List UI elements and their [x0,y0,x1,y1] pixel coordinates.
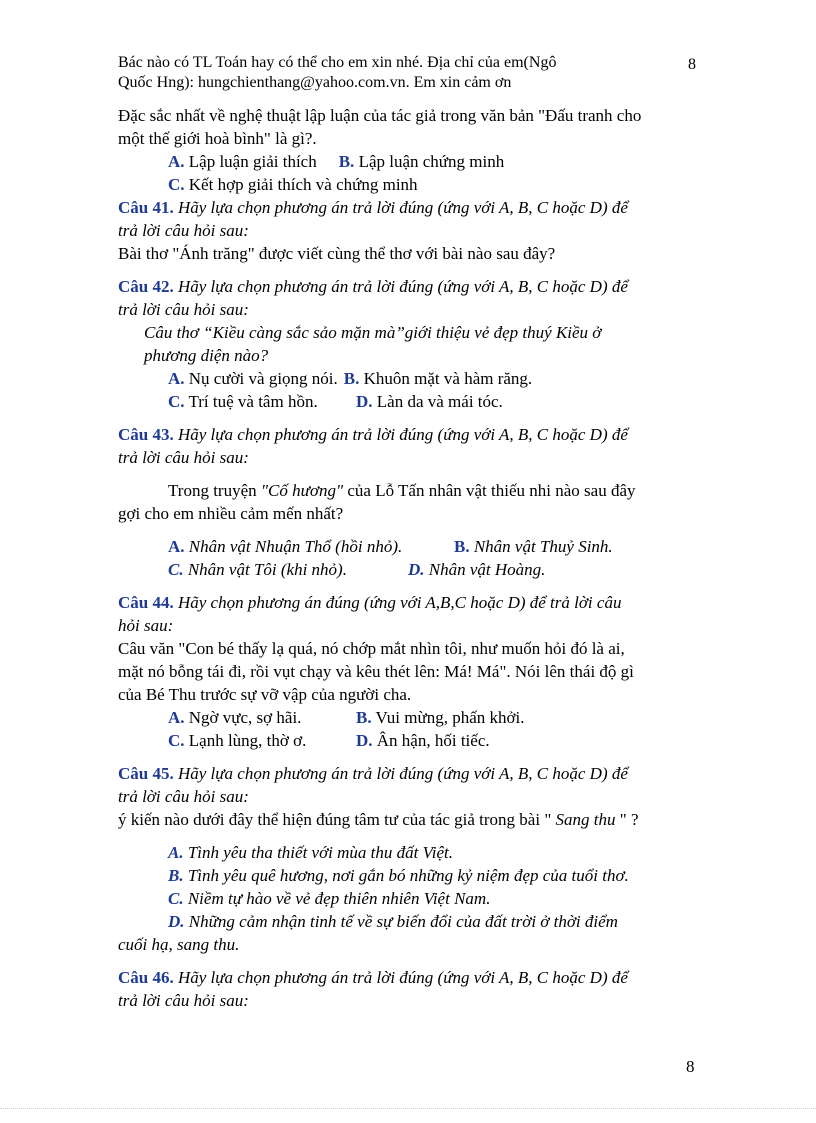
option-label: D. [356,731,373,750]
option-text: Khuôn mặt và hàm răng. [359,369,533,388]
question-44-text-2: mặt nó bỗng tái đi, rồi vụt chạy và kêu thét lên: Má! Má". Nói lên thái độ gì [118,662,634,681]
question-44-options-row-2 [118,729,708,752]
question-number: Câu 46. [118,968,174,987]
question-46-heading-2: trả lời câu hỏi sau: [118,991,249,1010]
question-46-heading [118,966,708,989]
option-text: Nhân vật Hoàng. [424,560,546,579]
question-instruction: Hãy lựa chọn phương án trả lời đúng (ứng với A, B, C hoặc D) để [173,198,628,217]
option-text: Kết hợp giải thích và chứng minh [184,175,418,194]
footer-page-number: 8 [686,1057,695,1076]
question-41-text: Bài thơ "Ánh trăng" được viết cùng thể thơ với bài nào sau đây? [118,244,556,263]
question-43-options-row-2 [118,558,708,581]
option-text: Tình yêu tha thiết với mùa thu đất Việt. [183,843,453,862]
question-42-heading [118,275,708,298]
text-segment: của Lỗ Tấn nhân vật thiếu nhi nào sau đây [343,481,636,500]
question-42-text-2: phương diện nào? [144,346,269,365]
option-text: Làn da và mái tóc. [372,392,503,411]
option-text: Trí tuệ và tâm hồn. [184,392,318,411]
option-text: Những cảm nhận tinh tế về sự biến đổi của đất trời ở thời điểm [184,912,618,931]
option-text: Vui mừng, phấn khởi. [371,708,525,727]
poem-title: Sang thu [555,810,616,829]
story-title: "Cố hương" [260,481,344,500]
question-number: Câu 42. [118,277,174,296]
option-label: C. [168,392,185,411]
question-instruction: Hãy lựa chọn phương án trả lời đúng (ứng với A, B, C hoặc D) để [173,277,628,296]
question-43-text-2: gợi cho em nhiều cảm mến nhất? [118,504,344,523]
option-label: A. [168,537,185,556]
question-45-text [118,808,708,831]
option-label: A. [168,708,185,727]
page-header [118,53,658,93]
intro-options-row-1 [118,150,708,173]
question-number: Câu 41. [118,198,174,217]
question-43-text-1 [118,479,708,502]
option-text: Lạnh lùng, thờ ơ. [184,731,307,750]
question-42-heading-2: trả lời câu hỏi sau: [118,300,249,319]
option-text: Lập luận chứng minh [354,152,505,171]
question-instruction: Hãy lựa chọn phương án trả lời đúng (ứng với A, B, C hoặc D) để [173,968,628,987]
question-44-text-3: của Bé Thu trước sự vỡ vập của người cha. [118,685,412,704]
text-segment: Trong truyện [168,481,261,500]
option-text: Niềm tự hào về vẻ đẹp thiên nhiên Việt Nam. [183,889,491,908]
option-label: C. [168,889,184,908]
question-instruction: Hãy chọn phương án đúng (ứng với A,B,C hoặc D) để trả lời câu [173,593,622,612]
question-43-heading-2: trả lời câu hỏi sau: [118,448,249,467]
question-45-option-b [118,864,708,887]
option-label: C. [168,175,185,194]
option-text: Ân hận, hối tiếc. [372,731,490,750]
header-line-2: Quốc Hng): hungchienthang@yahoo.com.vn. Em xin cảm ơn [118,74,512,91]
option-label: C. [168,560,184,579]
option-label: A. [168,152,185,171]
option-label: B. [356,708,372,727]
question-45-option-d [118,910,708,933]
option-label: B. [343,369,360,388]
header-page-number: 8 [688,56,696,73]
option-label: B. [454,537,470,556]
option-text: Nhân vật Thuỷ Sinh. [469,537,613,556]
question-number: Câu 43. [118,425,174,444]
question-45-option-d-cont: cuối hạ, sang thu. [118,935,240,954]
question-42-options-row-2 [118,390,708,413]
question-instruction: Hãy lựa chọn phương án trả lời đúng (ứng với A, B, C hoặc D) để [173,764,628,783]
document-body [118,104,708,1012]
question-45-option-a [118,841,708,864]
option-text: Lập luận giải thích [184,152,317,171]
option-label: B. [168,866,184,885]
question-number: Câu 45. [118,764,174,783]
text-segment: ý kiến nào dưới đây thể hiện đúng tâm tư của tác giả trong bài " [118,810,556,829]
intro-text-1: Đặc sắc nhất về nghệ thuật lập luận của tác giả trong văn bản "Đấu tranh cho [118,106,642,125]
question-43-options-row-1 [118,535,708,558]
question-number: Câu 44. [118,593,174,612]
option-label: B. [338,152,355,171]
option-label: D. [168,912,185,931]
option-label: C. [168,731,185,750]
intro-text-2: một thế giới hoà bình" là gì?. [118,129,317,148]
intro-options-row-2 [118,173,708,196]
question-44-heading-2: hỏi sau: [118,616,174,635]
option-label: D. [408,560,425,579]
option-text: Tình yêu quê hương, nơi gắn bó những kỷ niệm đẹp của tuổi thơ. [183,866,629,885]
header-line-1: Bác nào có TL Toán hay có thể cho em xin nhé. Địa chỉ của em(Ngô [118,54,557,71]
question-45-heading [118,762,708,785]
question-44-text-1: Câu văn "Con bé thấy lạ quá, nó chớp mắt nhìn tôi, như muốn hỏi đó là ai, [118,639,625,658]
question-43-heading [118,423,708,446]
option-text: Nhân vật Nhuận Thổ (hồi nhỏ). [184,537,403,556]
option-label: A. [168,843,184,862]
question-44-options-row-1 [118,706,708,729]
question-41-heading [118,196,708,219]
option-text: Nụ cười và giọng nói. [184,369,338,388]
question-45-heading-2: trả lời câu hỏi sau: [118,787,249,806]
question-44-heading [118,591,708,614]
question-42-options-row-1 [118,367,708,390]
page-bottom-divider [0,1108,816,1109]
option-text: Ngờ vực, sợ hãi. [184,708,302,727]
option-label: A. [168,369,185,388]
option-label: D. [356,392,373,411]
text-segment: " ? [615,810,639,829]
option-text: Nhân vật Tôi (khi nhỏ). [183,560,347,579]
question-instruction: Hãy lựa chọn phương án trả lời đúng (ứng với A, B, C hoặc D) để [173,425,628,444]
question-41-heading-2: trả lời câu hỏi sau: [118,221,249,240]
question-42-text-1: Câu thơ “Kiều càng sắc sảo mặn mà”giới thiệu vẻ đẹp thuý Kiều ở [144,323,602,342]
question-45-option-c [118,887,708,910]
